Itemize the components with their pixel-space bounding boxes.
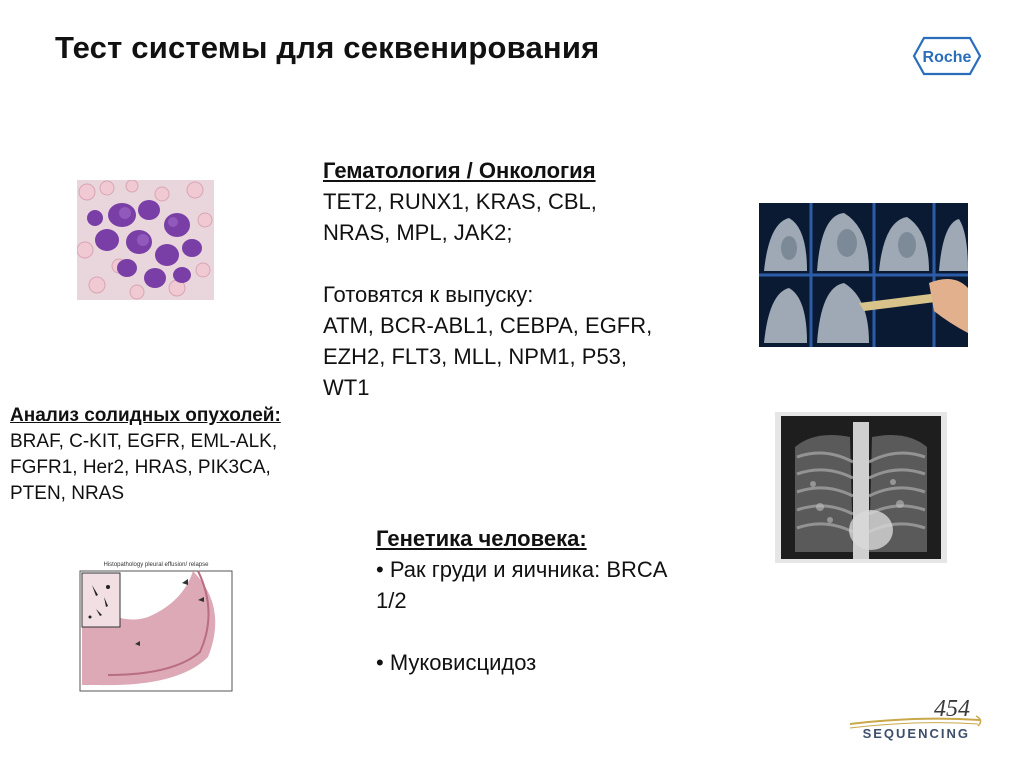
upcoming-genes-line-3: WT1 [323, 375, 370, 400]
solid-tumors-section [10, 403, 281, 507]
human-genetics-heading: Генетика человека: [376, 526, 587, 551]
upcoming-genes-line-1: ATM, BCR-ABL1, CEBPA, EGFR, [323, 313, 653, 338]
hematology-genes-line-1: TET2, RUNX1, KRAS, CBL, [323, 189, 597, 214]
hematology-heading: Гематология / Онкология [323, 158, 596, 183]
solid-tumors-heading: Анализ солидных опухолей: [10, 405, 281, 426]
histology-caption: Histopathology pleural effusion/ relapse [103, 562, 209, 568]
upcoming-genes-line-2: EZH2, FLT3, MLL, NPM1, P53, [323, 344, 628, 369]
hematology-genes-line-2: NRAS, MPL, JAK2; [323, 220, 513, 245]
mammography-image [759, 203, 968, 347]
genetics-item-breast-ovarian: • Рак груди и яичника: BRCA [376, 557, 668, 582]
human-genetics-section [376, 523, 667, 678]
chest-xray-image [775, 412, 947, 563]
blood-smear-image [77, 180, 214, 300]
hematology-section [323, 155, 652, 403]
sequencing-label: SEQUENCING [862, 726, 970, 741]
histology-image [78, 557, 234, 693]
454-sequencing-logo [848, 696, 988, 746]
genetics-item-breast-ovarian-cont: 1/2 [376, 588, 407, 613]
genetics-item-cystic-fibrosis: • Муковисцидоз [376, 650, 537, 675]
roche-logo [912, 36, 982, 76]
solid-tumors-genes-line-3: PTEN, NRAS [10, 483, 125, 504]
slide-title: Тест системы для секвенирования [55, 30, 600, 65]
upcoming-label: Готовятся к выпуску: [323, 282, 534, 307]
solid-tumors-genes-line-1: BRAF, C-KIT, EGFR, EML-ALK, [10, 431, 278, 452]
solid-tumors-genes-line-2: FGFR1, Her2, HRAS, PIK3CA, [10, 457, 271, 478]
roche-logo-text: Roche [922, 49, 972, 66]
454-number: 454 [934, 696, 970, 722]
